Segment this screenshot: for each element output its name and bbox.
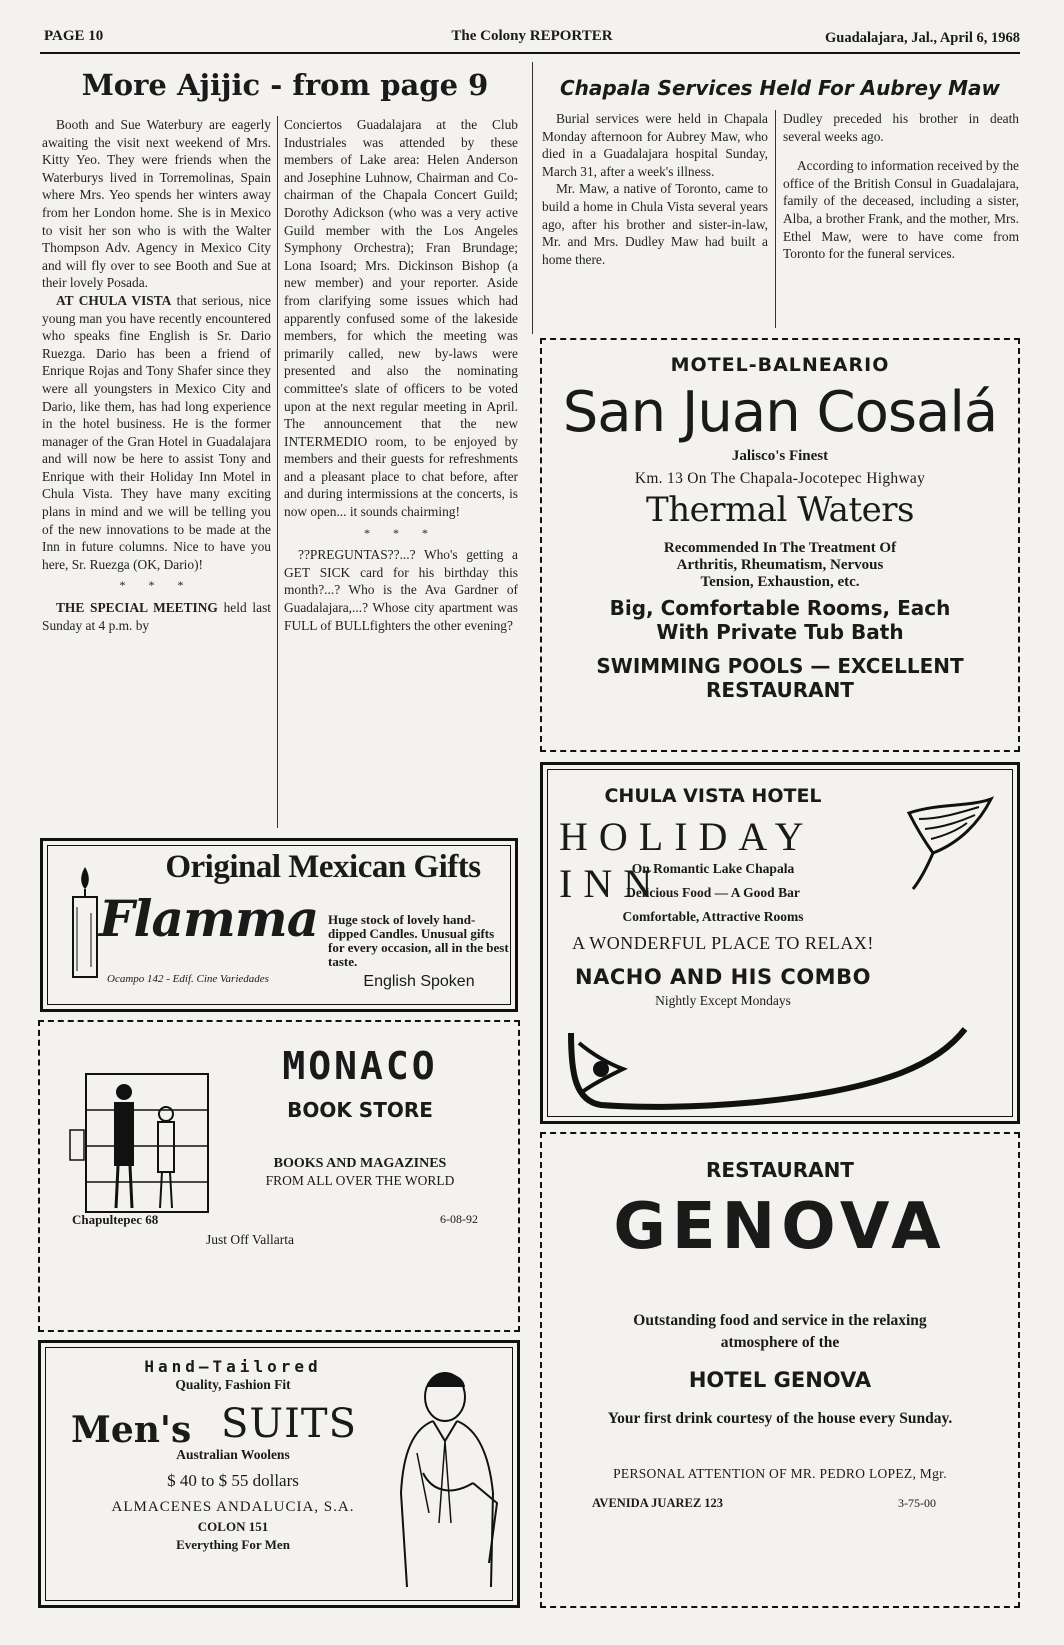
motel-rooms bbox=[542, 596, 1018, 644]
genova-hotel: HOTEL GENOVA bbox=[688, 1368, 872, 1392]
genova-street: AVENIDA JUAREZ 123 bbox=[592, 1496, 724, 1510]
gifts-title: Original Mexican Gifts bbox=[165, 849, 481, 885]
genova-line-1: Outstanding food and service in the relaxing bbox=[633, 1312, 927, 1329]
suits-street: COLON 151 bbox=[197, 1519, 269, 1534]
column-rule bbox=[532, 62, 533, 334]
holiday-line-3: Comfortable, Attractive Rooms bbox=[622, 909, 804, 924]
motel-rec-line: Arthritis, Rheumatism, Nervous bbox=[676, 557, 884, 573]
motel-recommended bbox=[542, 540, 1018, 591]
motel-pools-line: SWIMMING POOLS — EXCELLENT bbox=[596, 654, 964, 678]
holiday-line-1: On Romantic Lake Chapala bbox=[631, 861, 795, 876]
motel-rooms-line: With Private Tub Bath bbox=[656, 620, 904, 644]
motel-rooms-line: Big, Comfortable Rooms, Each bbox=[609, 596, 951, 620]
genova-kicker: RESTAURANT bbox=[706, 1158, 854, 1182]
ajijic-paragraph: held last Sunday at 4 p.m. by bbox=[42, 600, 271, 633]
ad-mens-suits bbox=[38, 1340, 520, 1608]
motel-pools bbox=[542, 654, 1018, 702]
suits-hand-tailored: Hand—Tailored bbox=[144, 1357, 322, 1376]
suits-price: $ 40 to $ 55 dollars bbox=[167, 1471, 299, 1490]
bookshelf-browsers-icon bbox=[66, 1070, 216, 1220]
ajijic-paragraph: ??PREGUNTAS??...? Who's getting a GET SICK card for his birthday this month?...? Who is the Ava Gardner of Guadalajara,...? Whose city apartment was FULL of BULLfighters the other evening? bbox=[284, 547, 518, 633]
motel-pools-line: RESTAURANT bbox=[706, 678, 854, 702]
monaco-near: Just Off Vallarta bbox=[206, 1232, 294, 1247]
genova-name: GENOVA bbox=[613, 1190, 947, 1264]
section-stars: * * * bbox=[119, 578, 194, 593]
maw-column-2 bbox=[783, 110, 1019, 328]
ad-original-mexican-gifts bbox=[40, 838, 518, 1012]
column-rule bbox=[277, 116, 278, 828]
page-number: PAGE 10 bbox=[44, 28, 104, 44]
suits-suits: SUITS bbox=[221, 1401, 357, 1447]
ajijic-paragraph: Conciertos Guadalajara at the Club Industriales was attended by these members of Lake area: Helen Anderson and Josephine Luhnow, Chairman and Co-chairman of the Chapala Concert Guild; Dorothy Adickson (who was a very active Guild member with the Los Angeles Symphony Orchestra); Fran Brundage; Lona Isoard; Mrs. Dickinson Bishop (a new member) and your reporter. Aside from clarifying some issues which had apparently confused some of the lakeside members, for which the meeting was primarily called, new by-laws were presented and also the nominating committee's slate of officers to be voted upon at the next regular meeting in April. The announcement that the new INTERMEDIO room, to be enjoyed by members and their guests for refreshments and a pleasant place to chat before, after and during intermissions at the concerts, is now open... it sounds chairming! bbox=[284, 117, 518, 520]
ad-holiday-inn bbox=[540, 762, 1020, 1124]
monaco-phone: 6-08-92 bbox=[440, 1212, 478, 1226]
motel-finest: Jalisco's Finest bbox=[731, 448, 829, 464]
motel-rec-line: Recommended In The Treatment Of bbox=[663, 540, 897, 556]
holiday-relax: A WONDERFUL PLACE TO RELAX! bbox=[572, 933, 874, 953]
suits-store: ALMACENES ANDALUCIA, S.A. bbox=[111, 1499, 355, 1515]
leaf-ornament-icon bbox=[899, 793, 999, 893]
maw-paragraph: According to information received by the office of the British Consul in Guadalajara, family of the deceased, including a sister, Alba, a brother Frank, and the mother, Mrs. Ethel Maw, were to have come from Toronto for the funeral services. bbox=[783, 158, 1019, 262]
monaco-line-1: BOOKS AND MAGAZINES bbox=[273, 1156, 447, 1171]
holiday-combo: NACHO AND HIS COMBO bbox=[575, 965, 871, 989]
gifts-address: Ocampo 142 - Edif. Cine Variedades bbox=[107, 973, 269, 985]
ajijic-column-2 bbox=[284, 116, 518, 828]
paper-name: The Colony REPORTER bbox=[451, 28, 613, 44]
suits-tagline: Everything For Men bbox=[176, 1537, 290, 1552]
monaco-subtitle: BOOK STORE bbox=[287, 1098, 433, 1122]
gifts-copy: Huge stock of lovely hand-dipped Candles. Unusual gifts for every occasion, all in the best taste. bbox=[328, 912, 509, 969]
genova-line-2: atmosphere of the bbox=[720, 1334, 840, 1351]
holiday-kicker: CHULA VISTA HOTEL bbox=[604, 785, 822, 807]
section-stars: * * * bbox=[364, 525, 438, 540]
ajijic-paragraph: Booth and Sue Waterbury are eagerly awaiting the visit next weekend of Mrs. Kitty Yeo. They were friends when the Waterburys lived in Torremolinas, Spain where Mrs. Yeo spends her winters away from her London home. She is in Mexico to visit her son who is with the Walter Thompson Adv. Agency in Mexico City and will fly over to see Booth and Sue at their lovely Posada. bbox=[42, 117, 271, 291]
ajijic-paragraph: that serious, nice young man you have recently encountered who speaks fine English is Sr. Dario Ruezga. Dario has been a friend of Enrique Rojas and Tony Shafer since they were all youngsters in Mexico City and Dario, like them, has had long experience in the hotel business. He is the former manager of the Gran Hotel in Guadalajara and will now be here to assist Tony and Enrique with their Holiday Inn Motel in Chula Vista. They have many exciting plans in mind and we will be telling you of the new innovations to be made at the Inn in future columns. Nice to have you here, Sr. Ruezga (OK, Dario)! bbox=[42, 292, 271, 572]
maw-paragraph: Mr. Maw, a native of Toronto, came to build a home in Chula Vista several years ago, after his brother and sister-in-law, Mr. and Mrs. Dudley Maw had built a home there. bbox=[542, 181, 768, 267]
holiday-line-2: Delicious Food — A Good Bar bbox=[626, 885, 800, 900]
holiday-nightly: Nightly Except Mondays bbox=[655, 993, 791, 1008]
ad-monaco-book-store bbox=[38, 1020, 520, 1332]
ajijic-lead-in: THE SPECIAL MEETING bbox=[56, 600, 218, 616]
suits-wool: Australian Woolens bbox=[176, 1447, 290, 1462]
motel-thermal-waters: Thermal Waters bbox=[646, 490, 914, 530]
masthead-rule bbox=[40, 52, 1020, 54]
ad-restaurant-genova bbox=[540, 1132, 1020, 1608]
motel-rec-line: Tension, Exhaustion, etc. bbox=[700, 574, 860, 590]
maw-headline: Chapala Services Held For Aubrey Maw bbox=[560, 76, 1000, 100]
maw-paragraph: Dudley preceded his brother in death several weeks ago. bbox=[783, 111, 1019, 144]
ajijic-headline: More Ajijic - from page 9 bbox=[81, 68, 489, 102]
dateline: Guadalajara, Jal., April 6, 1968 bbox=[825, 30, 1020, 46]
suits-fit: Quality, Fashion Fit bbox=[175, 1377, 291, 1392]
suits-mens: Men's bbox=[71, 1409, 192, 1451]
column-rule bbox=[775, 110, 776, 328]
swirl-ornament-icon bbox=[561, 1023, 981, 1113]
gifts-english-spoken: English Spoken bbox=[363, 973, 475, 990]
maw-column-1 bbox=[542, 110, 768, 328]
monaco-street: Chapultepec 68 bbox=[72, 1212, 159, 1227]
motel-km: Km. 13 On The Chapala-Jocotepec Highway bbox=[634, 470, 926, 487]
monaco-title: MONACO bbox=[282, 1044, 438, 1088]
genova-drink: Your first drink courtesy of the house every Sunday. bbox=[607, 1410, 953, 1427]
monaco-line-2: FROM ALL OVER THE WORLD bbox=[265, 1173, 455, 1188]
motel-name: San Juan Cosalá bbox=[562, 380, 998, 445]
holiday-name: HOLIDAY INN bbox=[559, 814, 814, 906]
ad-san-juan-cosala bbox=[540, 338, 1020, 752]
genova-phone: 3-75-00 bbox=[898, 1496, 936, 1510]
flamma-brand: Flamma bbox=[99, 889, 319, 948]
motel-kicker: MOTEL-BALNEARIO bbox=[670, 354, 890, 376]
maw-paragraph: Burial services were held in Chapala Monday afternoon for Aubrey Maw, who died in a Guadalajara hospital Sunday, March 31, after a week's illness. bbox=[542, 111, 768, 179]
ajijic-lead-in: AT CHULA VISTA bbox=[56, 292, 172, 308]
man-in-suit-icon bbox=[393, 1363, 509, 1593]
ajijic-column-1 bbox=[42, 116, 271, 828]
genova-attention: PERSONAL ATTENTION OF MR. PEDRO LOPEZ, Mgr. bbox=[613, 1466, 947, 1481]
